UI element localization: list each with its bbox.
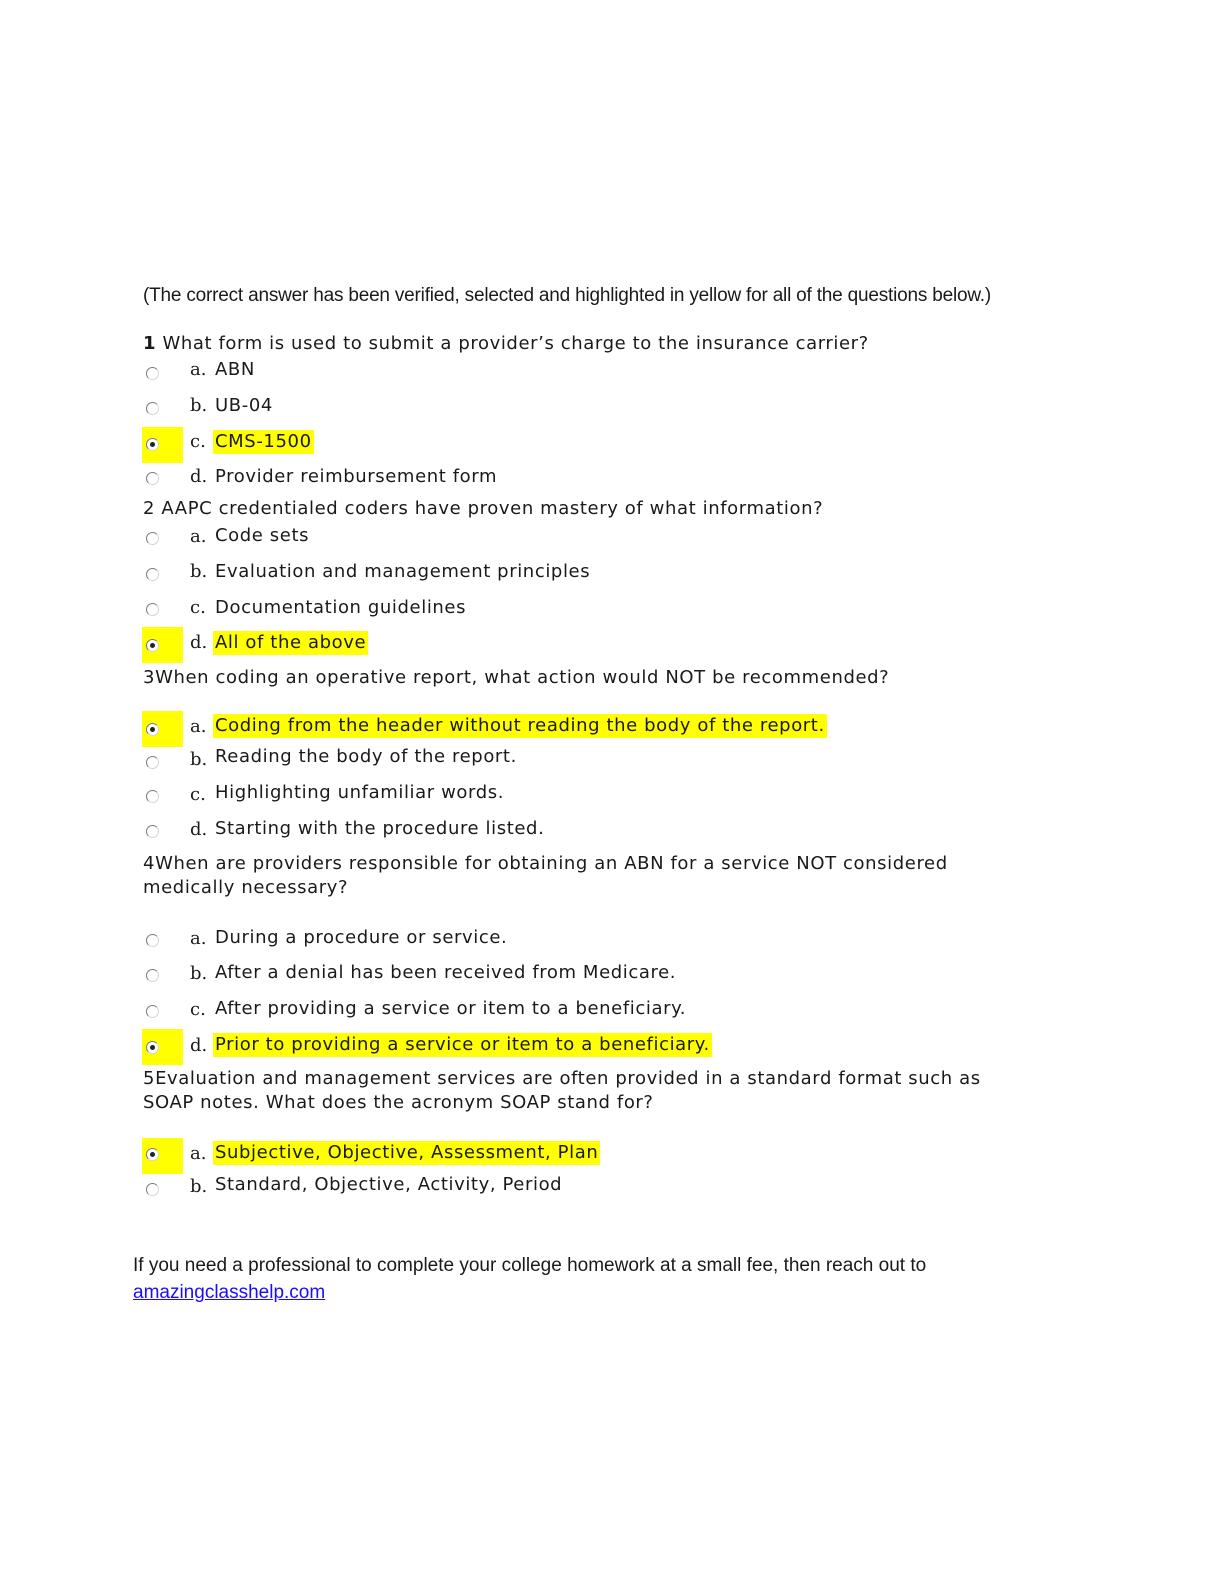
q4-option-a-radio[interactable] — [142, 922, 183, 958]
q1-option-d-letter: d. — [190, 466, 208, 487]
radio-button-checked-icon — [146, 438, 159, 451]
q1-option-b-letter: b. — [190, 395, 208, 416]
question-1 — [143, 332, 869, 356]
question-3 — [143, 666, 889, 690]
question-number: 3 — [143, 667, 156, 688]
q3-option-c-radio[interactable] — [142, 778, 183, 814]
promo-link[interactable]: amazingclasshelp.com — [133, 1282, 326, 1303]
q3-option-c-label: Highlighting unfamiliar words. — [215, 782, 505, 803]
radio-button-icon — [146, 1005, 159, 1018]
radio-button-icon — [146, 969, 159, 982]
question-number: 4 — [143, 853, 156, 874]
q1-option-a-letter: a. — [190, 359, 207, 380]
question-text-line-2: SOAP notes. What does the acronym SOAP stand for? — [143, 1092, 654, 1113]
radio-button-icon — [146, 934, 159, 947]
question-text: AAPC credentialed coders have proven mastery of what information? — [161, 498, 824, 519]
q4-option-d-letter: d. — [190, 1035, 208, 1056]
q1-option-c-radio-selected[interactable] — [142, 427, 183, 463]
radio-button-icon — [146, 825, 159, 838]
q4-option-b-radio[interactable] — [142, 957, 183, 993]
q1-option-a-label: ABN — [215, 359, 255, 380]
q4-option-c-letter: c. — [190, 999, 206, 1020]
question-text: What form is used to submit a provider’s charge to the insurance carrier? — [162, 333, 869, 354]
radio-button-checked-icon — [146, 639, 159, 652]
radio-button-icon — [146, 472, 159, 485]
q3-option-b-letter: b. — [190, 749, 208, 770]
q2-option-a-radio[interactable] — [142, 519, 183, 555]
q5-option-a-label-highlighted: Subjective, Objective, Assessment, Plan — [215, 1142, 599, 1163]
q4-option-c-label: After providing a service or item to a beneficiary. — [215, 998, 687, 1019]
question-2 — [143, 497, 823, 521]
q5-option-a-letter: a. — [190, 1143, 207, 1164]
q3-option-d-radio[interactable] — [142, 813, 183, 849]
q1-option-b-radio[interactable] — [142, 389, 183, 425]
q1-option-d-radio[interactable] — [142, 461, 183, 497]
q1-option-c-letter: c. — [190, 431, 206, 452]
radio-button-icon — [146, 532, 159, 545]
promo-text: If you need a professional to complete your college homework at a small fee, then reach out to — [133, 1255, 927, 1276]
radio-button-icon — [146, 568, 159, 581]
question-number: 1 — [143, 333, 157, 354]
instructions-note: (The correct answer has been verified, selected and highlighted in yellow for all of the questions below.) — [143, 285, 992, 306]
q3-option-b-radio[interactable] — [142, 744, 183, 780]
q2-option-b-letter: b. — [190, 561, 208, 582]
q4-option-b-label: After a denial has been received from Medicare. — [215, 962, 677, 983]
q4-option-d-label-highlighted: Prior to providing a service or item to a beneficiary. — [215, 1034, 710, 1055]
q3-option-b-label: Reading the body of the report. — [215, 746, 517, 767]
q5-option-a-radio-selected[interactable] — [142, 1138, 183, 1174]
radio-button-checked-icon — [146, 1148, 159, 1161]
q1-option-d-label: Provider reimbursement form — [215, 466, 498, 487]
question-text-line-1: Evaluation and management services are often provided in a standard format such as — [155, 1068, 981, 1089]
q4-option-b-letter: b. — [190, 963, 208, 984]
promo-footer — [133, 1252, 926, 1306]
q1-option-a-radio[interactable] — [142, 354, 183, 390]
question-4 — [143, 852, 948, 900]
q3-option-a-radio-selected[interactable] — [142, 711, 183, 747]
q2-option-d-radio-selected[interactable] — [142, 627, 183, 663]
radio-button-icon — [146, 367, 159, 380]
q5-option-b-label: Standard, Objective, Activity, Period — [215, 1174, 563, 1195]
question-5 — [143, 1067, 981, 1115]
q1-option-b-label: UB-04 — [215, 395, 273, 416]
radio-button-icon — [146, 790, 159, 803]
radio-button-checked-icon — [146, 1041, 159, 1054]
question-number: 5 — [143, 1068, 156, 1089]
q3-option-d-letter: d. — [190, 819, 208, 840]
radio-button-icon — [146, 603, 159, 616]
q2-option-c-letter: c. — [190, 597, 206, 618]
question-text: When coding an operative report, what action would NOT be recommended? — [155, 667, 890, 688]
radio-button-icon — [146, 756, 159, 769]
q1-option-c-label-highlighted: CMS-1500 — [215, 431, 312, 452]
q3-option-c-letter: c. — [190, 784, 206, 805]
q2-option-c-label: Documentation guidelines — [215, 597, 467, 618]
q2-option-d-label-highlighted: All of the above — [215, 632, 367, 653]
q4-option-d-radio-selected[interactable] — [142, 1029, 183, 1065]
q3-option-a-label-highlighted: Coding from the header without reading the body of the report. — [215, 715, 825, 736]
q2-option-b-label: Evaluation and management principles — [215, 561, 591, 582]
radio-button-icon — [146, 402, 159, 415]
question-number: 2 — [143, 498, 156, 519]
question-text-line-2: medically necessary? — [143, 877, 349, 898]
q2-option-d-letter: d. — [190, 632, 208, 653]
q4-option-a-letter: a. — [190, 928, 207, 949]
radio-button-checked-icon — [146, 723, 159, 736]
question-text-line-1: When are providers responsible for obtaining an ABN for a service NOT considered — [155, 853, 948, 874]
q4-option-c-radio[interactable] — [142, 993, 183, 1029]
q5-option-b-radio[interactable] — [142, 1172, 183, 1208]
q2-option-a-label: Code sets — [215, 525, 310, 546]
radio-button-icon — [146, 1183, 159, 1196]
q3-option-d-label: Starting with the procedure listed. — [215, 818, 545, 839]
q4-option-a-label: During a procedure or service. — [215, 927, 508, 948]
q2-option-a-letter: a. — [190, 526, 207, 547]
q2-option-b-radio[interactable] — [142, 555, 183, 591]
q5-option-b-letter: b. — [190, 1176, 208, 1197]
q2-option-c-radio[interactable] — [142, 591, 183, 627]
q3-option-a-letter: a. — [190, 716, 207, 737]
